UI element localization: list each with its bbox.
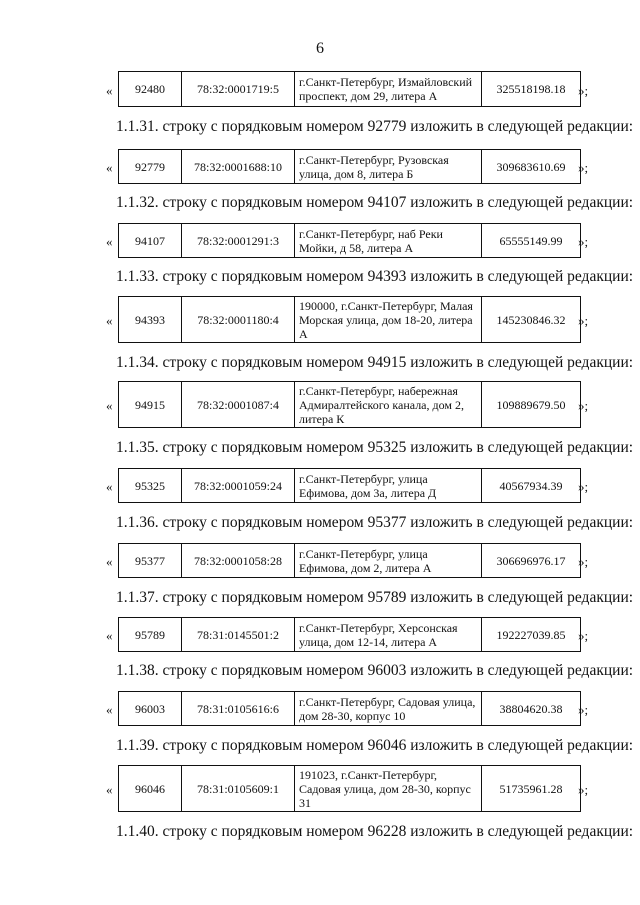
row-number: 94915	[119, 382, 182, 428]
row-number: 92779	[119, 150, 182, 184]
quote-close: »;	[578, 702, 589, 717]
address: 190000, г.Санкт-Петербург, Малая Морская улица, дом 18-20, литера А	[295, 297, 482, 343]
cadastral-number: 78:31:0145501:2	[182, 618, 295, 652]
cadastral-number: 78:32:0001291:3	[182, 224, 295, 258]
table-row	[0, 691, 640, 726]
address: г.Санкт-Петербург, Рузовская улица, дом 8, литера Б	[295, 150, 482, 184]
quote-open: «	[106, 160, 113, 175]
quote-open: «	[106, 479, 113, 494]
cadastral-number: 78:32:0001059:24	[182, 469, 295, 503]
cadastral-number: 78:31:0105616:6	[182, 692, 295, 726]
row-number: 92480	[119, 72, 182, 107]
instruction: 1.1.32. строку с порядковым номером 94107 изложить в следующей редакции:	[116, 194, 634, 211]
table-row	[0, 617, 640, 652]
quote-close: »;	[578, 479, 589, 494]
instruction: 1.1.38. строку с порядковым номером 96003 изложить в следующей редакции:	[116, 662, 634, 679]
cadastral-value: 325518198.18	[482, 72, 581, 107]
table-row	[0, 765, 640, 812]
row-number: 95325	[119, 469, 182, 503]
cadastral-number: 78:32:0001087:4	[182, 382, 295, 428]
cadastral-value: 51735961.28	[482, 766, 581, 812]
row-number: 96046	[119, 766, 182, 812]
cadastral-number: 78:32:0001180:4	[182, 297, 295, 343]
quote-open: «	[106, 398, 113, 413]
cadastral-value: 145230846.32	[482, 297, 581, 343]
address: г.Санкт-Петербург, улица Ефимова, дом 2, литера А	[295, 544, 482, 578]
table-row	[0, 543, 640, 578]
cadastral-number: 78:32:0001058:28	[182, 544, 295, 578]
quote-close: »;	[578, 398, 589, 413]
address: г.Санкт-Петербург, Садовая улица, дом 28-30, корпус 10	[295, 692, 482, 726]
cadastral-number: 78:31:0105609:1	[182, 766, 295, 812]
row-number: 94107	[119, 224, 182, 258]
quote-open: «	[106, 782, 113, 797]
quote-close: »;	[578, 83, 589, 98]
instruction: 1.1.40. строку с порядковым номером 96228 изложить в следующей редакции:	[116, 823, 634, 840]
address: г.Санкт-Петербург, Херсонская улица, дом 12-14, литера А	[295, 618, 482, 652]
address: г.Санкт-Петербург, наб Реки Мойки, д 58, литера А	[295, 224, 482, 258]
quote-open: «	[106, 628, 113, 643]
quote-open: «	[106, 702, 113, 717]
instruction: 1.1.34. строку с порядковым номером 94915 изложить в следующей редакции:	[116, 354, 634, 371]
quote-close: »;	[578, 554, 589, 569]
address: г.Санкт-Петербург, улица Ефимова, дом 3а, литера Д	[295, 469, 482, 503]
instruction: 1.1.33. строку с порядковым номером 94393 изложить в следующей редакции:	[116, 268, 634, 285]
address: г.Санкт-Петербург, набережная Адмиралтейского канала, дом 2, литера К	[295, 382, 482, 428]
table-row	[0, 149, 640, 184]
quote-close: »;	[578, 628, 589, 643]
page-number: 6	[316, 40, 324, 57]
quote-open: «	[106, 313, 113, 328]
instruction: 1.1.39. строку с порядковым номером 96046 изложить в следующей редакции:	[116, 737, 634, 754]
quote-close: »;	[578, 234, 589, 249]
quote-open: «	[106, 554, 113, 569]
cadastral-value: 38804620.38	[482, 692, 581, 726]
cadastral-number: 78:32:0001688:10	[182, 150, 295, 184]
address: г.Санкт-Петербург, Измайловский проспект, дом 29, литера А	[295, 72, 482, 107]
quote-close: »;	[578, 160, 589, 175]
instruction: 1.1.35. строку с порядковым номером 95325 изложить в следующей редакции:	[116, 439, 634, 456]
cadastral-value: 40567934.39	[482, 469, 581, 503]
instruction: 1.1.36. строку с порядковым номером 95377 изложить в следующей редакции:	[116, 514, 634, 531]
table-row	[0, 71, 640, 107]
table-row	[0, 468, 640, 503]
instruction: 1.1.31. строку с порядковым номером 92779 изложить в следующей редакции:	[116, 118, 634, 135]
cadastral-value: 65555149.99	[482, 224, 581, 258]
row-number: 95789	[119, 618, 182, 652]
table-row	[0, 296, 640, 343]
quote-open: «	[106, 83, 113, 98]
table-row	[0, 223, 640, 258]
row-number: 96003	[119, 692, 182, 726]
row-number: 94393	[119, 297, 182, 343]
quote-close: »;	[578, 782, 589, 797]
address: 191023, г.Санкт-Петербург, Садовая улица, дом 28-30, корпус 31	[295, 766, 482, 812]
cadastral-value: 109889679.50	[482, 382, 581, 428]
cadastral-value: 192227039.85	[482, 618, 581, 652]
table-row	[0, 381, 640, 428]
cadastral-value: 306696976.17	[482, 544, 581, 578]
quote-open: «	[106, 234, 113, 249]
row-number: 95377	[119, 544, 182, 578]
quote-close: »;	[578, 313, 589, 328]
instruction: 1.1.37. строку с порядковым номером 95789 изложить в следующей редакции:	[116, 589, 634, 606]
cadastral-value: 309683610.69	[482, 150, 581, 184]
cadastral-number: 78:32:0001719:5	[182, 72, 295, 107]
